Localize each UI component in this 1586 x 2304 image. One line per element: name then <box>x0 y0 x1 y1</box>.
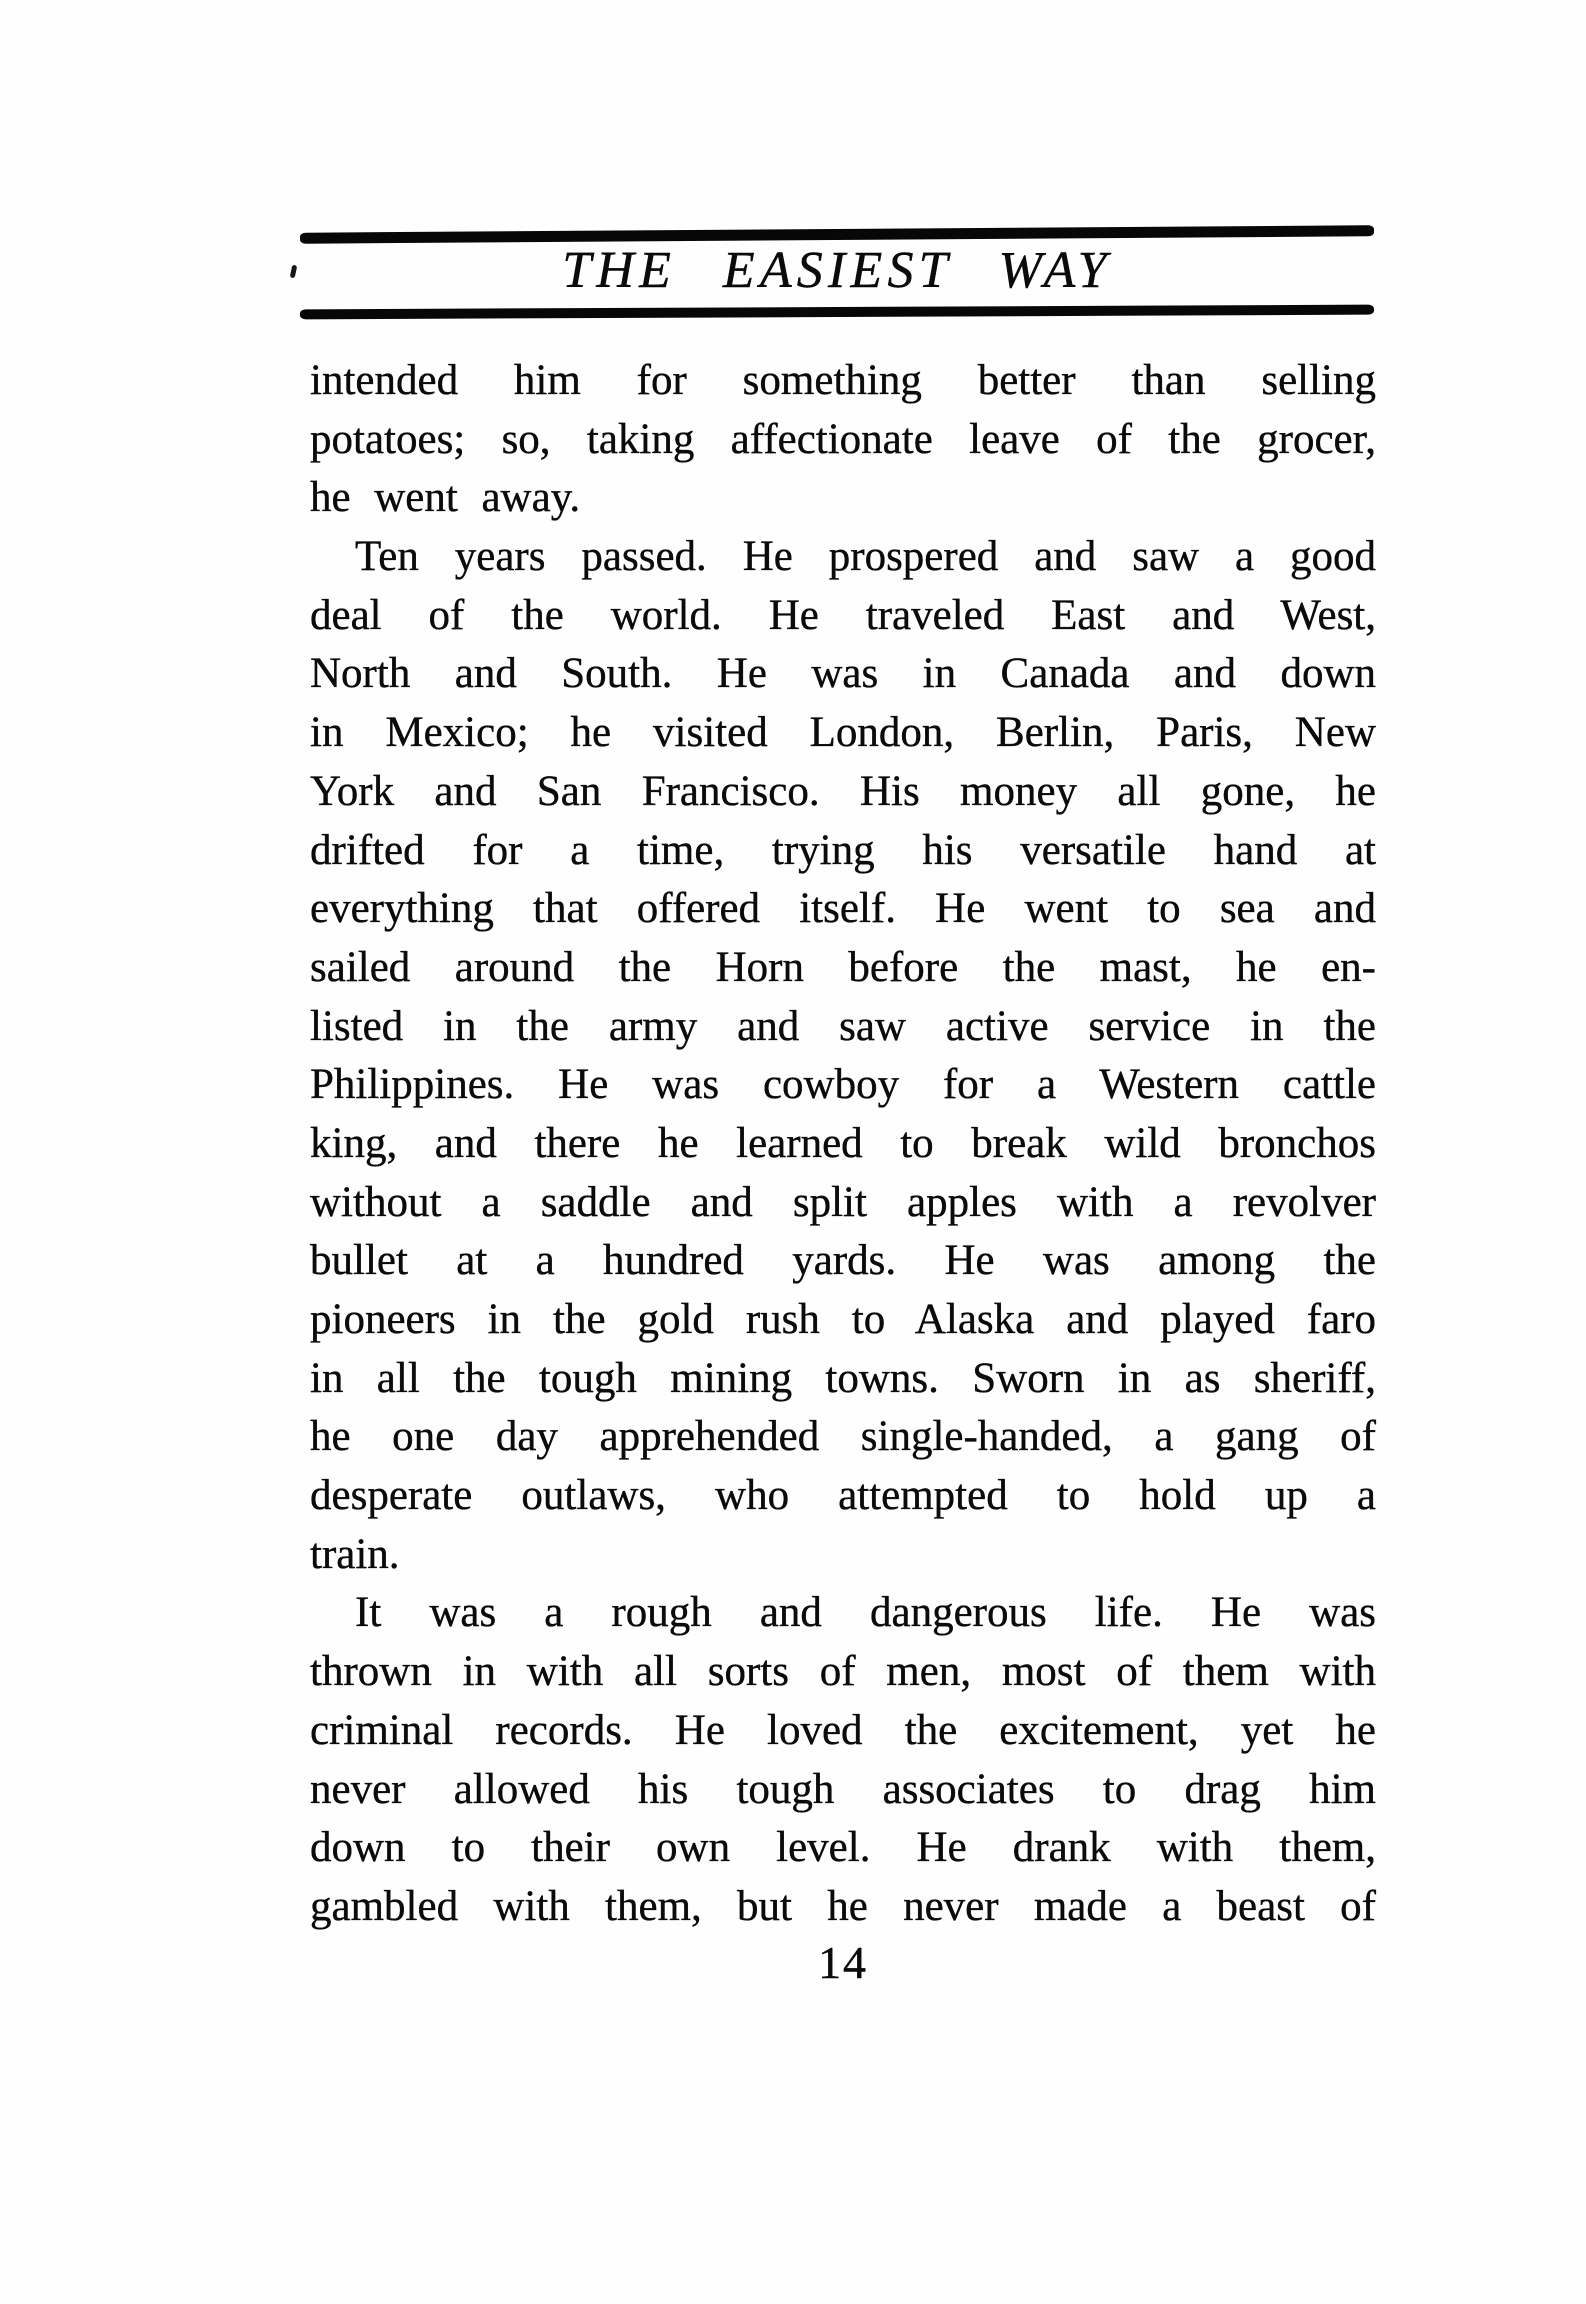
paragraph <box>310 1584 1376 1936</box>
text-line: drifted for a time, trying his versatile hand at <box>310 826 1376 874</box>
scan-artifact <box>290 265 298 279</box>
text-line: everything that offered itself. He went to sea and <box>310 885 1376 933</box>
text-line: without a saddle and split apples with a revolver <box>310 1178 1376 1226</box>
text-line: king, and there he learned to break wild bronchos <box>310 1119 1376 1167</box>
text-line: North and South. He was in Canada and down <box>310 650 1376 698</box>
text-line: intended him for something better than selling <box>310 357 1376 404</box>
running-head-title: THE EASIEST WAY <box>562 242 1112 299</box>
text-line: potatoes; so, taking affectionate leave of the grocer, <box>310 415 1376 463</box>
text-line: deal of the world. He traveled East and West, <box>310 591 1376 639</box>
header-rule-bottom <box>300 305 1374 320</box>
text-line: in Mexico; he visited London, Berlin, Paris, New <box>310 709 1376 757</box>
page-body <box>310 352 1376 1937</box>
text-line: Philippines. He was cowboy for a Western cattle <box>310 1061 1376 1109</box>
paragraph <box>310 528 1376 1584</box>
text-line: It was a rough and dangerous life. He was <box>355 1589 1376 1637</box>
text-line: never allowed his tough associates to drag him <box>310 1765 1376 1813</box>
text-line: train. <box>310 1530 400 1578</box>
text-line: listed in the army and saw active service in the <box>310 1002 1376 1050</box>
text-line: he one day apprehended single-handed, a gang of <box>310 1413 1376 1461</box>
text-line: bullet at a hundred yards. He was among the <box>310 1237 1376 1285</box>
text-line: in all the tough mining towns. Sworn in as sheriff, <box>310 1354 1376 1402</box>
paragraph <box>310 352 1376 528</box>
text-line: desperate outlaws, who attempted to hold up a <box>310 1472 1376 1520</box>
text-line: down to their own level. He drank with them, <box>310 1824 1376 1872</box>
text-line: sailed around the Horn before the mast, he en- <box>310 943 1376 991</box>
text-line: Ten years passed. He prospered and saw a good <box>355 533 1376 581</box>
page-number: 14 <box>818 1937 868 1988</box>
text-line: pioneers in the gold rush to Alaska and played faro <box>310 1296 1376 1343</box>
text-line: York and San Francisco. His money all gone, he <box>310 767 1376 815</box>
text-line: gambled with them, but he never made a beast of <box>310 1882 1376 1930</box>
text-line: he went away. <box>310 474 581 522</box>
text-line: criminal records. He loved the excitement, yet he <box>310 1706 1376 1754</box>
text-line: thrown in with all sorts of men, most of them with <box>310 1648 1376 1696</box>
